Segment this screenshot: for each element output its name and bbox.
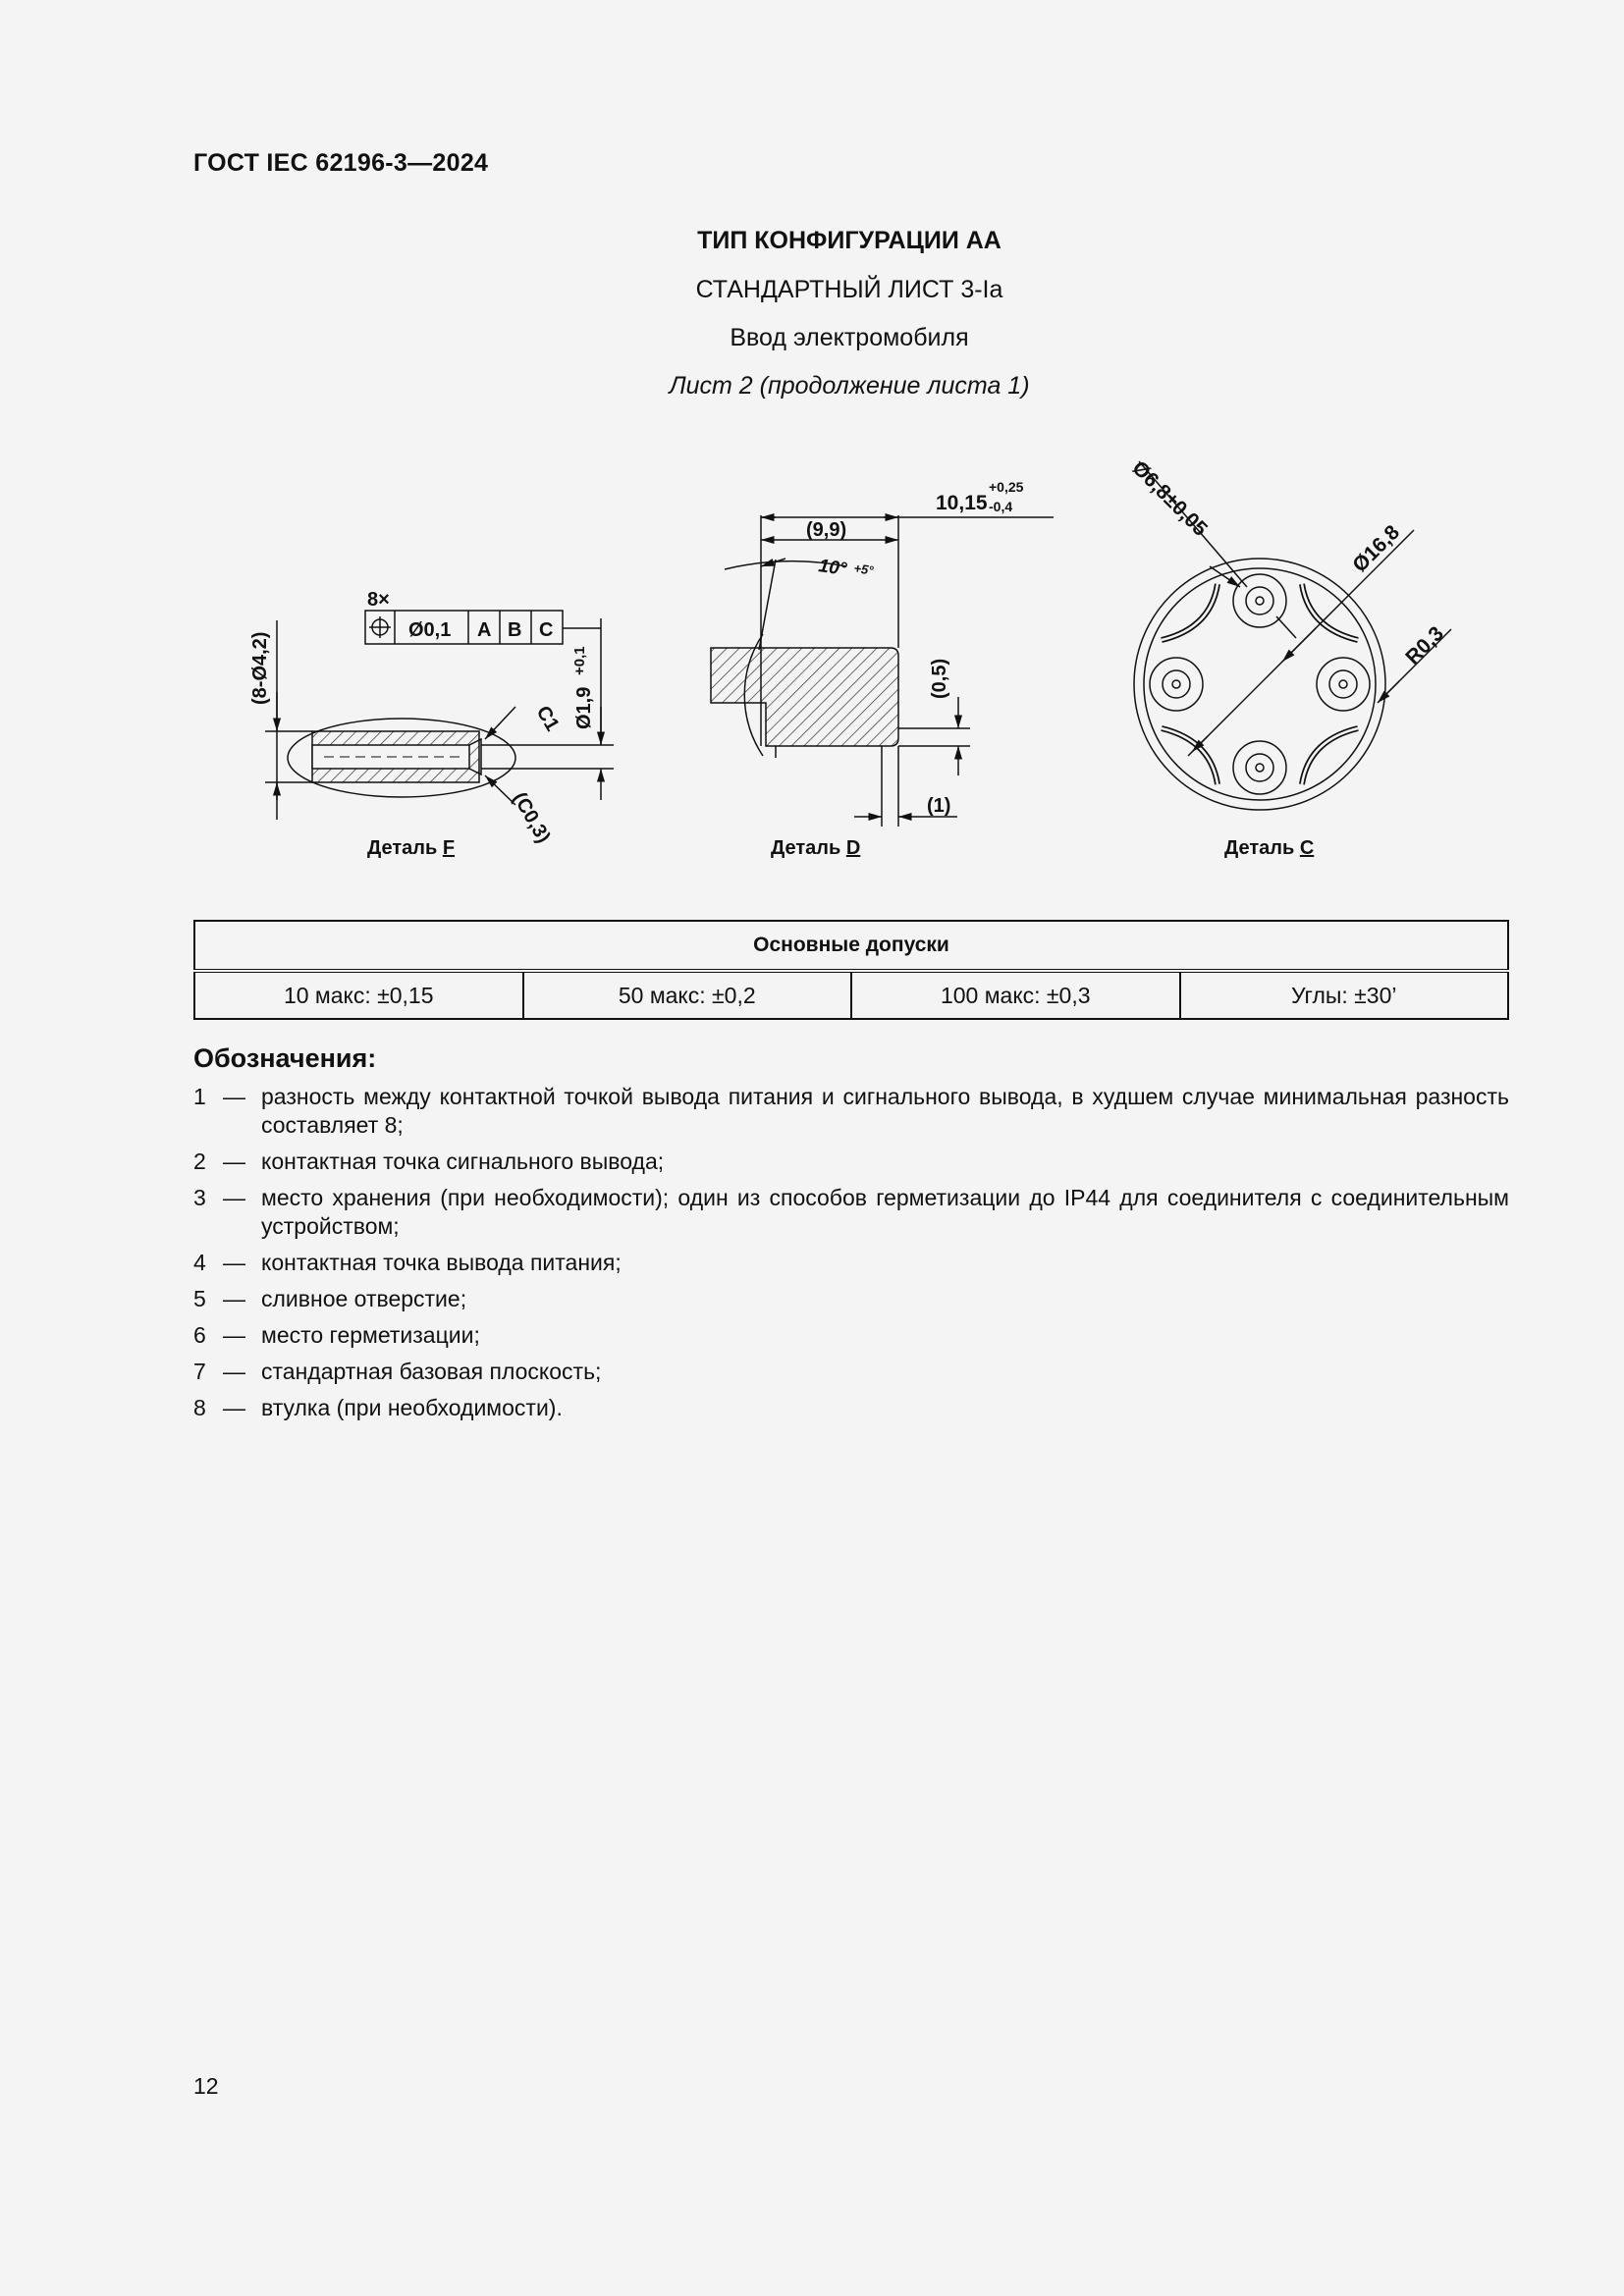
detail-f-dim-chamfer-ref: (C0,3) (508, 788, 555, 847)
detail-c-dim-pcd: Ø16,8 (1348, 520, 1404, 577)
detail-d-caption-prefix: Деталь (771, 837, 846, 859)
detail-d-dim-gap: (1) (927, 795, 951, 817)
legend-list (193, 1083, 1509, 1430)
legend-item (193, 1249, 1509, 1277)
legend-item-dash: — (223, 1322, 245, 1348)
tolerance-cell: 100 макс: ±0,3 (851, 971, 1180, 1019)
legend-item-dash: — (223, 1185, 245, 1210)
continuation-title: Лист 2 (продолжение листа 1) (669, 372, 1030, 400)
legend-item-number: 8 (193, 1395, 206, 1420)
tolerance-cell: 10 макс: ±0,15 (194, 971, 523, 1019)
legend-item-text: втулка (при необходимости). (261, 1395, 563, 1420)
detail-f-dim-chamfer: C1 (531, 702, 564, 735)
document-header: ГОСТ IEC 62196-3—2024 (193, 149, 489, 177)
detail-d-dim-step: (0,5) (929, 658, 950, 699)
legend-item-number: 4 (193, 1250, 206, 1275)
tolerances-table (193, 920, 1509, 1020)
legend-item-number: 3 (193, 1185, 206, 1210)
detail-d-caption (771, 837, 860, 860)
legend-title: Обозначения: (193, 1043, 377, 1073)
legend-item-number: 5 (193, 1286, 206, 1311)
legend-item (193, 1321, 1509, 1350)
detail-c-caption (1224, 837, 1314, 860)
legend-item-number: 2 (193, 1148, 206, 1174)
detail-f-datum-a: A (477, 619, 492, 641)
detail-d-dim-total: 10,15 (936, 492, 988, 514)
page-number: 12 (193, 2073, 219, 2099)
legend-item (193, 1148, 1509, 1176)
detail-drawings (0, 0, 1624, 883)
legend-item-dash: — (223, 1286, 245, 1311)
detail-f-dim-bore-tol: +0,1 (571, 646, 588, 675)
legend-item-number: 1 (193, 1084, 206, 1109)
legend-item-number: 7 (193, 1359, 206, 1384)
legend-item-text: контактная точка сигнального вывода; (261, 1148, 665, 1174)
tolerance-cell: Углы: ±30’ (1180, 971, 1509, 1019)
legend-item (193, 1358, 1509, 1386)
detail-f-caption-prefix: Деталь (367, 837, 443, 859)
legend-item-text: место герметизации; (261, 1322, 480, 1348)
detail-f-drawing (265, 611, 614, 820)
detail-c-dim-hole: Ø6,8±0,05 (1127, 456, 1212, 541)
detail-f-caption (367, 837, 455, 860)
legend-item-number: 6 (193, 1322, 206, 1348)
detail-d-dim-angle: 10° (817, 556, 848, 580)
legend-item-dash: — (223, 1148, 245, 1174)
legend-item-text: место хранения (при необходимости); один из способов герметизации до IP44 для соединителя с соединительным устройством; (261, 1185, 1509, 1239)
legend-item-text: стандартная базовая плоскость; (261, 1359, 602, 1384)
legend-item (193, 1285, 1509, 1313)
legend-item (193, 1083, 1509, 1140)
legend-item (193, 1394, 1509, 1422)
detail-f-tolerance: Ø0,1 (408, 619, 452, 641)
config-type-title: ТИП КОНФИГУРАЦИИ АА (697, 227, 1001, 254)
detail-d-dim-angle-tol: +5° (852, 561, 875, 578)
tolerance-cell: 50 макс: ±0,2 (523, 971, 852, 1019)
detail-f-caption-letter: F (442, 837, 456, 859)
sheet-title: СТАНДАРТНЫЙ ЛИСТ 3-Ia (695, 276, 1003, 303)
detail-f-count: 8× (367, 589, 390, 611)
legend-item-dash: — (223, 1250, 245, 1275)
detail-d-caption-letter: D (845, 837, 861, 859)
legend-item-text: контактная точка вывода питания; (261, 1250, 622, 1275)
detail-c-caption-letter: C (1299, 837, 1315, 859)
legend-item (193, 1184, 1509, 1241)
detail-d-dim-length: (9,9) (806, 519, 847, 541)
subject-title: Ввод электромобиля (730, 324, 969, 351)
detail-c-dim-radius: R0,3 (1401, 621, 1448, 669)
legend-item-dash: — (223, 1359, 245, 1384)
detail-f-dim-diameter: (8-Ø4,2) (249, 631, 271, 705)
tolerances-title: Основные допуски (194, 921, 1508, 971)
detail-d-drawing (711, 515, 1054, 827)
legend-item-dash: — (223, 1084, 245, 1109)
detail-f-datum-c: C (539, 619, 554, 641)
detail-c-caption-prefix: Деталь (1224, 837, 1300, 859)
legend-item-dash: — (223, 1395, 245, 1420)
detail-f-datum-b: B (508, 619, 522, 641)
detail-d-dim-total-upper: +0,25 (989, 479, 1024, 495)
detail-d-dim-total-lower: -0,4 (989, 499, 1013, 514)
legend-item-text: разность между контактной точкой вывода питания и сигнального вывода, в худшем случае минимальная разность составляет 8; (261, 1084, 1509, 1138)
legend-item-text: сливное отверстие; (261, 1286, 467, 1311)
detail-f-dim-bore: Ø1,9 (573, 686, 595, 729)
